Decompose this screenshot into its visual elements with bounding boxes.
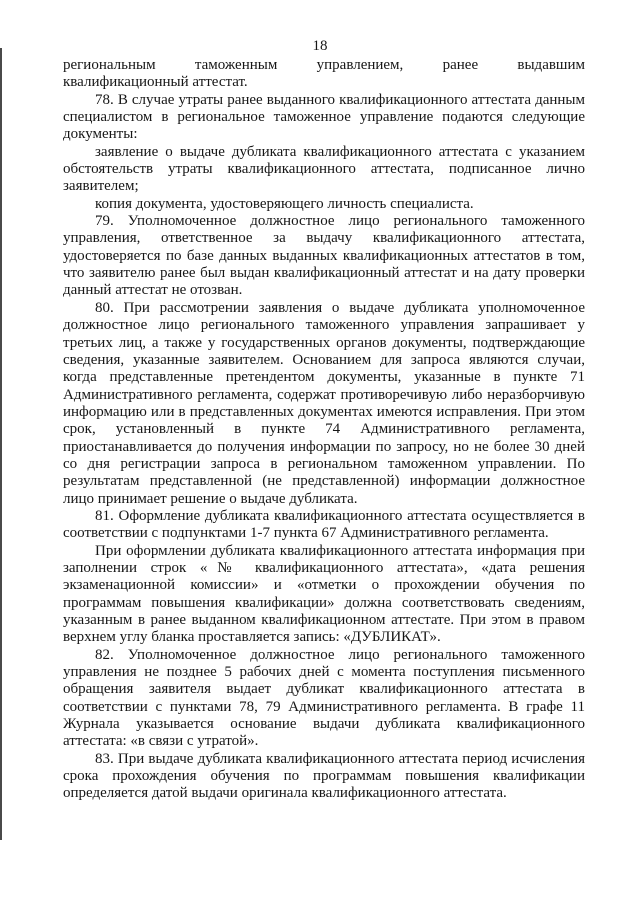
document-body — [63, 57, 585, 803]
paragraph: копия документа, удостоверяющего личность специалиста. — [95, 195, 474, 212]
paragraph — [63, 57, 585, 92]
paragraph: 82. Уполномоченное должностное лицо регионального таможенного управления не позднее 5 рабочих дней с момента поступления письменного обращения заявителя выдает дубликат квалификационного аттестата в соответствии с пунктами 78, 79 Административного регламента. В графе 11 Журнала указывается основание выдачи дубликата квалификационного аттестата: «в связи с утратой». — [63, 646, 585, 750]
paragraph: 79. Уполномоченное должностное лицо регионального таможенного управления, ответственное за выдачу квалификационного аттестата, удостоверяется по базе данных выданных квалификационных аттестатов в том, что заявителю ранее был выдан квалификационный аттестат и на дату проверки данный аттестат не отозван. — [63, 213, 585, 299]
paragraph-line: региональным таможенным управлением, ранее выдавшим — [63, 57, 585, 73]
paragraph: При оформлении дубликата квалификационного аттестата информация при заполнении строк «№ квалификационного аттестата», «дата решения экзаменационной комиссии» и «отметки о прохождении обучения по программам повышения квалификации» должна соответствовать сведениям, указанным в ранее выданном квалификационном аттестате. При этом в правом верхнем углу бланка проставляется запись: «ДУБЛИКАТ». — [63, 542, 585, 646]
paragraph-line: квалификационный аттестат. — [63, 74, 248, 91]
page-number: 18 — [312, 38, 328, 54]
paragraph: 78. В случае утраты ранее выданного квалификационного аттестата данным специалистом в региональное таможенное управление подаются следующие документы: — [63, 91, 585, 143]
paragraph: 81. Оформление дубликата квалификационного аттестата осуществляется в соответствии с подпунктами 1-7 пункта 67 Административного регламента. — [63, 507, 585, 542]
paragraph: 80. При рассмотрении заявления о выдаче дубликата уполномоченное должностное лицо регионального таможенного управления запрашивает у третьих лиц, а также у государственных органов документы, подтверждающие сведения, указанные заявителем. Основанием для запроса являются случаи, когда представленные претендентом документы, указанные в пункте 71 Административного регламента, содержат противоречивую либо неразборчивую информацию или в представленных документах имеются исправления. При этом срок, установленный в пункте 74 Административного регламента, приостанавливается до получения информации по запросу, но не более 30 дней со дня регистрации запроса в региональном таможенном управлении. По результатам представленной (не представленной) информации должностное лицо принимает решение о выдаче дубликата. — [63, 299, 585, 507]
paragraph: 83. При выдаче дубликата квалификационного аттестата период исчисления срока прохождения обучения по программам повышения квалификации определяется датой выдачи оригинала квалификационного аттестата. — [63, 750, 585, 802]
paragraph: заявление о выдаче дубликата квалификационного аттестата с указанием обстоятельств утраты квалификационного аттестата, подписанное лично заявителем; — [63, 143, 585, 195]
scan-edge-artifact — [0, 48, 2, 840]
